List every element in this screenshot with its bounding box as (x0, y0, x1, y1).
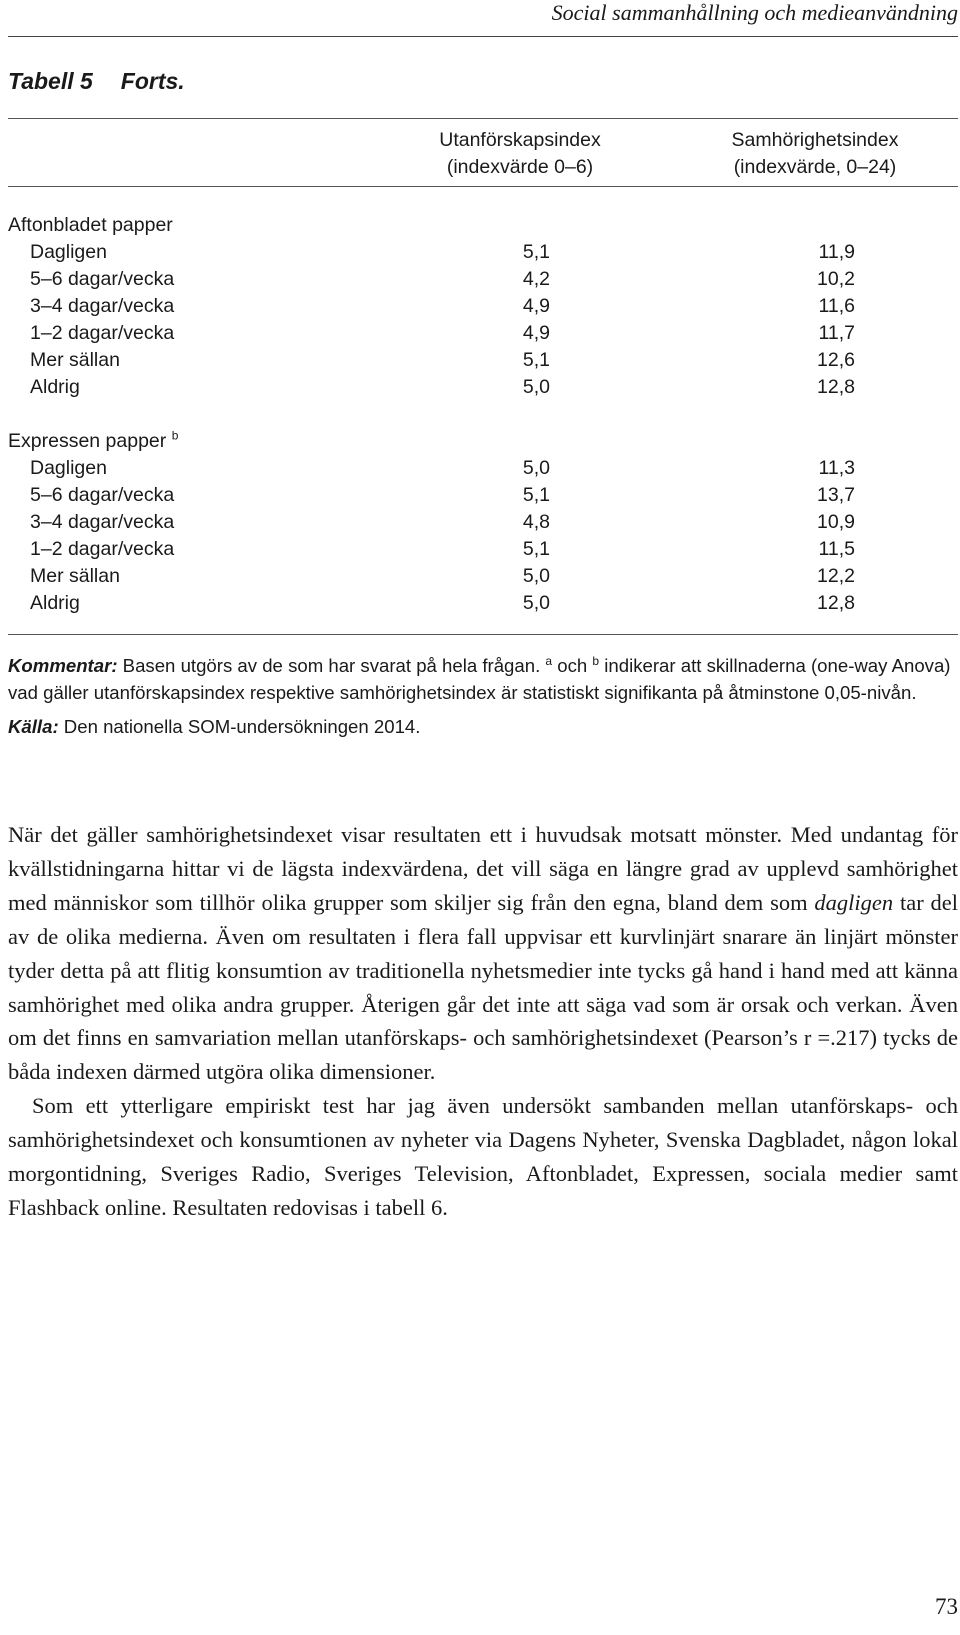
value-samhorighet: 13,7 (817, 484, 855, 506)
value-samhorighet: 10,9 (817, 511, 855, 533)
table-continued-label: Forts. (120, 68, 185, 94)
table-row (8, 266, 958, 293)
group-spacer (8, 401, 958, 428)
table-bottom-rule (8, 634, 958, 635)
table-row (8, 239, 958, 266)
superscript-b: b (592, 653, 600, 668)
row-label: 1–2 dagar/vecka (30, 538, 175, 560)
column-header-samhorighet (690, 127, 940, 181)
table-row (8, 293, 958, 320)
value-samhorighet: 11,7 (818, 322, 855, 344)
group-title: Expressen papper $^b$ (8, 428, 179, 452)
value-samhorighet: 12,6 (817, 349, 855, 371)
value-utanforskap: 4,9 (522, 295, 550, 317)
paragraph: Som ett ytterligare empiriskt test har jag även undersökt sambanden mellan utanförskaps- och samhörighetsindexet och konsumtionen av nyheter via Dagens Nyheter, Svenska Dagbladet, någon lokal morgontidning, Sveriges Radio, Sveriges Television, Aftonbladet, Expressen, sociala medier samt Flashback online. Resultaten redovisas i tabell 6. (8, 1093, 958, 1220)
source-note: Källa: Den nationella SOM-undersökningen 2014. (8, 716, 421, 737)
table-row (8, 482, 958, 509)
table-row (8, 347, 958, 374)
table-row (8, 320, 958, 347)
table-top-rule (8, 118, 958, 119)
value-utanforskap: 4,2 (522, 268, 550, 290)
value-utanforskap: 5,0 (522, 592, 550, 614)
value-utanforskap: 4,9 (522, 322, 550, 344)
running-head: Social sammanhållning och medieanvändning (551, 0, 958, 25)
table-row (8, 590, 958, 617)
page-number: 73 (935, 1594, 958, 1619)
row-label: 1–2 dagar/vecka (30, 322, 175, 344)
superscript-a: a (545, 653, 553, 668)
table-notes (8, 652, 958, 740)
row-label: Mer sällan (30, 349, 120, 371)
table-title (8, 68, 185, 95)
group-title: Aftonbladet papper (8, 214, 173, 236)
header-rule (8, 36, 958, 37)
table-number: Tabell 5 (8, 68, 93, 94)
column-header-line: Utanförskapsindex (439, 129, 601, 151)
table-row (8, 509, 958, 536)
column-header-line: (indexvärde 0–6) (446, 156, 594, 178)
value-samhorighet: 12,8 (817, 376, 855, 398)
row-label: Aldrig (30, 592, 80, 614)
row-label: 3–4 dagar/vecka (30, 295, 175, 317)
row-label: 5–6 dagar/vecka (30, 484, 175, 506)
column-header-line: Samhörighetsindex (731, 129, 899, 151)
comment-label: Kommentar: (8, 655, 118, 676)
row-label: Dagligen (30, 457, 107, 479)
table-header-rule (8, 186, 958, 187)
table-row (8, 563, 958, 590)
row-label: Dagligen (30, 241, 107, 263)
body-text (8, 818, 958, 1225)
value-samhorighet: 12,2 (817, 565, 855, 587)
column-header-utanforskap (405, 127, 635, 181)
value-samhorighet: 11,6 (818, 295, 855, 317)
value-samhorighet: 10,2 (817, 268, 855, 290)
row-label: 5–6 dagar/vecka (30, 268, 175, 290)
table-row (8, 455, 958, 482)
row-label: Aldrig (30, 376, 80, 398)
comment-note: Kommentar: Basen utgörs av de som har svarat på hela frågan. $^a$ och $^b$ indikerar att skillnaderna (one-way Anova) vad gäller utanförskapsindex respektive samhörighetsindex är statistiskt signifikanta på åtminstone 0,05-nivån. (8, 653, 951, 703)
table-body (8, 212, 958, 617)
value-utanforskap: 5,0 (522, 457, 550, 479)
value-samhorighet: 12,8 (817, 592, 855, 614)
row-label: 3–4 dagar/vecka (30, 511, 175, 533)
value-utanforskap: 5,1 (522, 241, 550, 263)
column-header-line: (indexvärde, 0–24) (733, 156, 897, 178)
emphasis: dagligen (814, 889, 894, 915)
value-samhorighet: 11,9 (818, 241, 855, 263)
value-samhorighet: 11,5 (818, 538, 855, 560)
value-utanforskap: 4,8 (522, 511, 550, 533)
significance-marker: b (171, 428, 179, 443)
table-row (8, 374, 958, 401)
value-utanforskap: 5,0 (522, 565, 550, 587)
paragraph: När det gäller samhörighetsindexet visar resultaten ett i huvudsak motsatt mönster. Med undantag för kvällstidningarna hittar vi de lägsta indexvärdena, det vill säga en längre grad av upplevd samhörighet med människor som tillhör olika grupper som skiljer sig från den egna, bland dem som dagligen tar del av de olika medierna. Även om resultaten i flera fall uppvisar ett kurvlinjärt snarare än linjärt mönster tyder detta på att flitig konsumtion av traditionella nyhetsmedier inte tycks gå hand i hand med att känna samhörighet med olika andra grupper. Återigen går det inte att säga vad som är orsak och verkan. Även om det finns en samvariation mellan utanförskaps- och samhörighetsindexet (Pearson’s r =.217) tycks de båda indexen därmed utgöra olika dimensioner. (8, 822, 958, 1085)
source-label: Källa: (8, 716, 59, 737)
value-utanforskap: 5,1 (522, 484, 550, 506)
value-utanforskap: 5,0 (522, 376, 550, 398)
value-utanforskap: 5,1 (522, 349, 550, 371)
table-row (8, 536, 958, 563)
value-utanforskap: 5,1 (522, 538, 550, 560)
row-label: Mer sällan (30, 565, 120, 587)
value-samhorighet: 11,3 (818, 457, 855, 479)
